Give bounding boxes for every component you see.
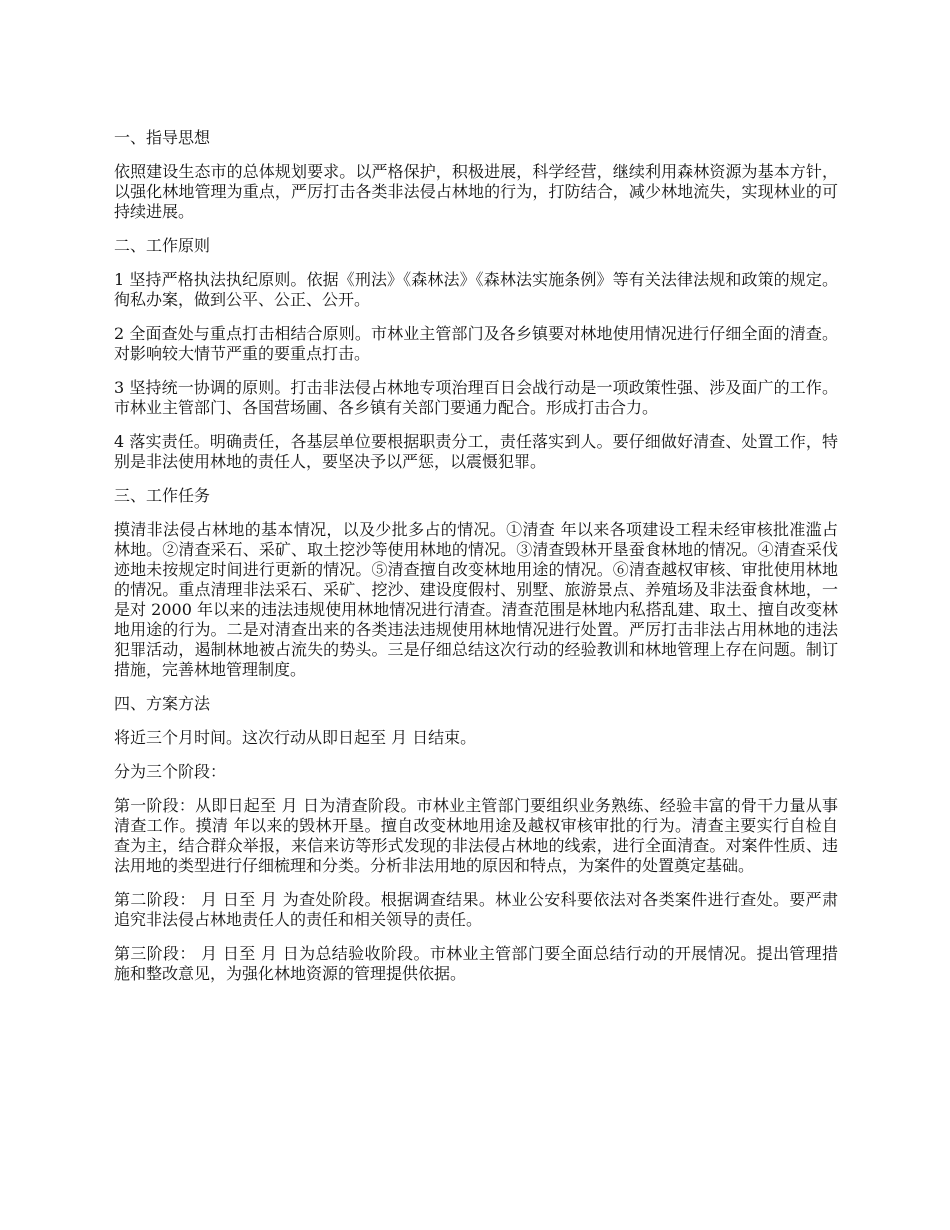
document-body bbox=[114, 128, 838, 998]
section-heading: 一、指导思想 bbox=[114, 128, 211, 147]
paragraph: 分为三个阶段： bbox=[114, 762, 227, 781]
paragraph: 第二阶段： 月 日至 月 为查处阶段。根据调查结果。林业公安科要依法对各类案件进行查处。要严肃追究非法侵占林地责任人的责任和相关领导的责任。 bbox=[114, 890, 838, 929]
section-heading: 二、工作原则 bbox=[114, 236, 211, 255]
paragraph: 摸清非法侵占林地的基本情况，以及少批多占的情况。①清查 年以来各项建设工程未经审核批准滥占林地。②清查采石、采矿、取土挖沙等使用林地的情况。③清查毁林开垦蚕食林地的情况。④清查采伐迹地未按规定时间进行更新的情况。⑤清查擅自改变林地用途的情况。⑥清查越权审核、审批使用林地的情况。重点清理非法采石、采矿、挖沙、建设度假村、别墅、旅游景点、养殖场及非法蚕食林地，一是对 2000 年以来的违法违规使用林地情况进行清查。清查范围是林地内私搭乱建、取土、擅自改变林地用途的行为。二是对清查出来的各类违法违规使用林地情况进行处置。严厉打击非法占用林地的违法犯罪活动，遏制林地被占流失的势头。三是仔细总结这次行动的经验教训和林地管理上存在问题。制订措施，完善林地管理制度。 bbox=[114, 520, 838, 679]
paragraph: 4 落实责任。明确责任，各基层单位要根据职责分工，责任落实到人。要仔细做好清查、处置工作，特别是非法使用林地的责任人，要坚决予以严惩，以震慑犯罪。 bbox=[114, 432, 838, 471]
paragraph: 2 全面查处与重点打击相结合原则。市林业主管部门及各乡镇要对林地使用情况进行仔细全面的清查。对影响较大情节严重的要重点打击。 bbox=[114, 324, 838, 363]
paragraph: 第三阶段： 月 日至 月 日为总结验收阶段。市林业主管部门要全面总结行动的开展情况。提出管理措施和整改意见，为强化林地资源的管理提供依据。 bbox=[114, 944, 838, 983]
section-heading: 四、方案方法 bbox=[114, 694, 211, 713]
paragraph: 依照建设生态市的总体规划要求。以严格保护，积极进展，科学经营，继续利用森林资源为基本方针，以强化林地管理为重点，严厉打击各类非法侵占林地的行为，打防结合，减少林地流失，实现林业的可持续进展。 bbox=[114, 162, 838, 221]
paragraph: 将近三个月时间。这次行动从即日起至 月 日结束。 bbox=[114, 728, 477, 747]
section-heading: 三、工作任务 bbox=[114, 486, 211, 505]
paragraph: 第一阶段：从即日起至 月 日为清查阶段。市林业主管部门要组织业务熟练、经验丰富的骨干力量从事清查工作。摸清 年以来的毁林开垦。擅自改变林地用途及越权审核审批的行为。清查主要实行自检自查为主，结合群众举报，来信来访等形式发现的非法侵占林地的线索，进行全面清查。对案件性质、违法用地的类型进行仔细梳理和分类。分析非法用地的原因和特点，为案件的处置奠定基础。 bbox=[114, 796, 838, 875]
paragraph: 1 坚持严格执法执纪原则。依据《刑法》《森林法》《森林法实施条例》等有关法律法规和政策的规定。徇私办案，做到公平、公正、公开。 bbox=[114, 270, 838, 309]
paragraph: 3 坚持统一协调的原则。打击非法侵占林地专项治理百日会战行动是一项政策性强、涉及面广的工作。市林业主管部门、各国营场圃、各乡镇有关部门要通力配合。形成打击合力。 bbox=[114, 378, 838, 417]
